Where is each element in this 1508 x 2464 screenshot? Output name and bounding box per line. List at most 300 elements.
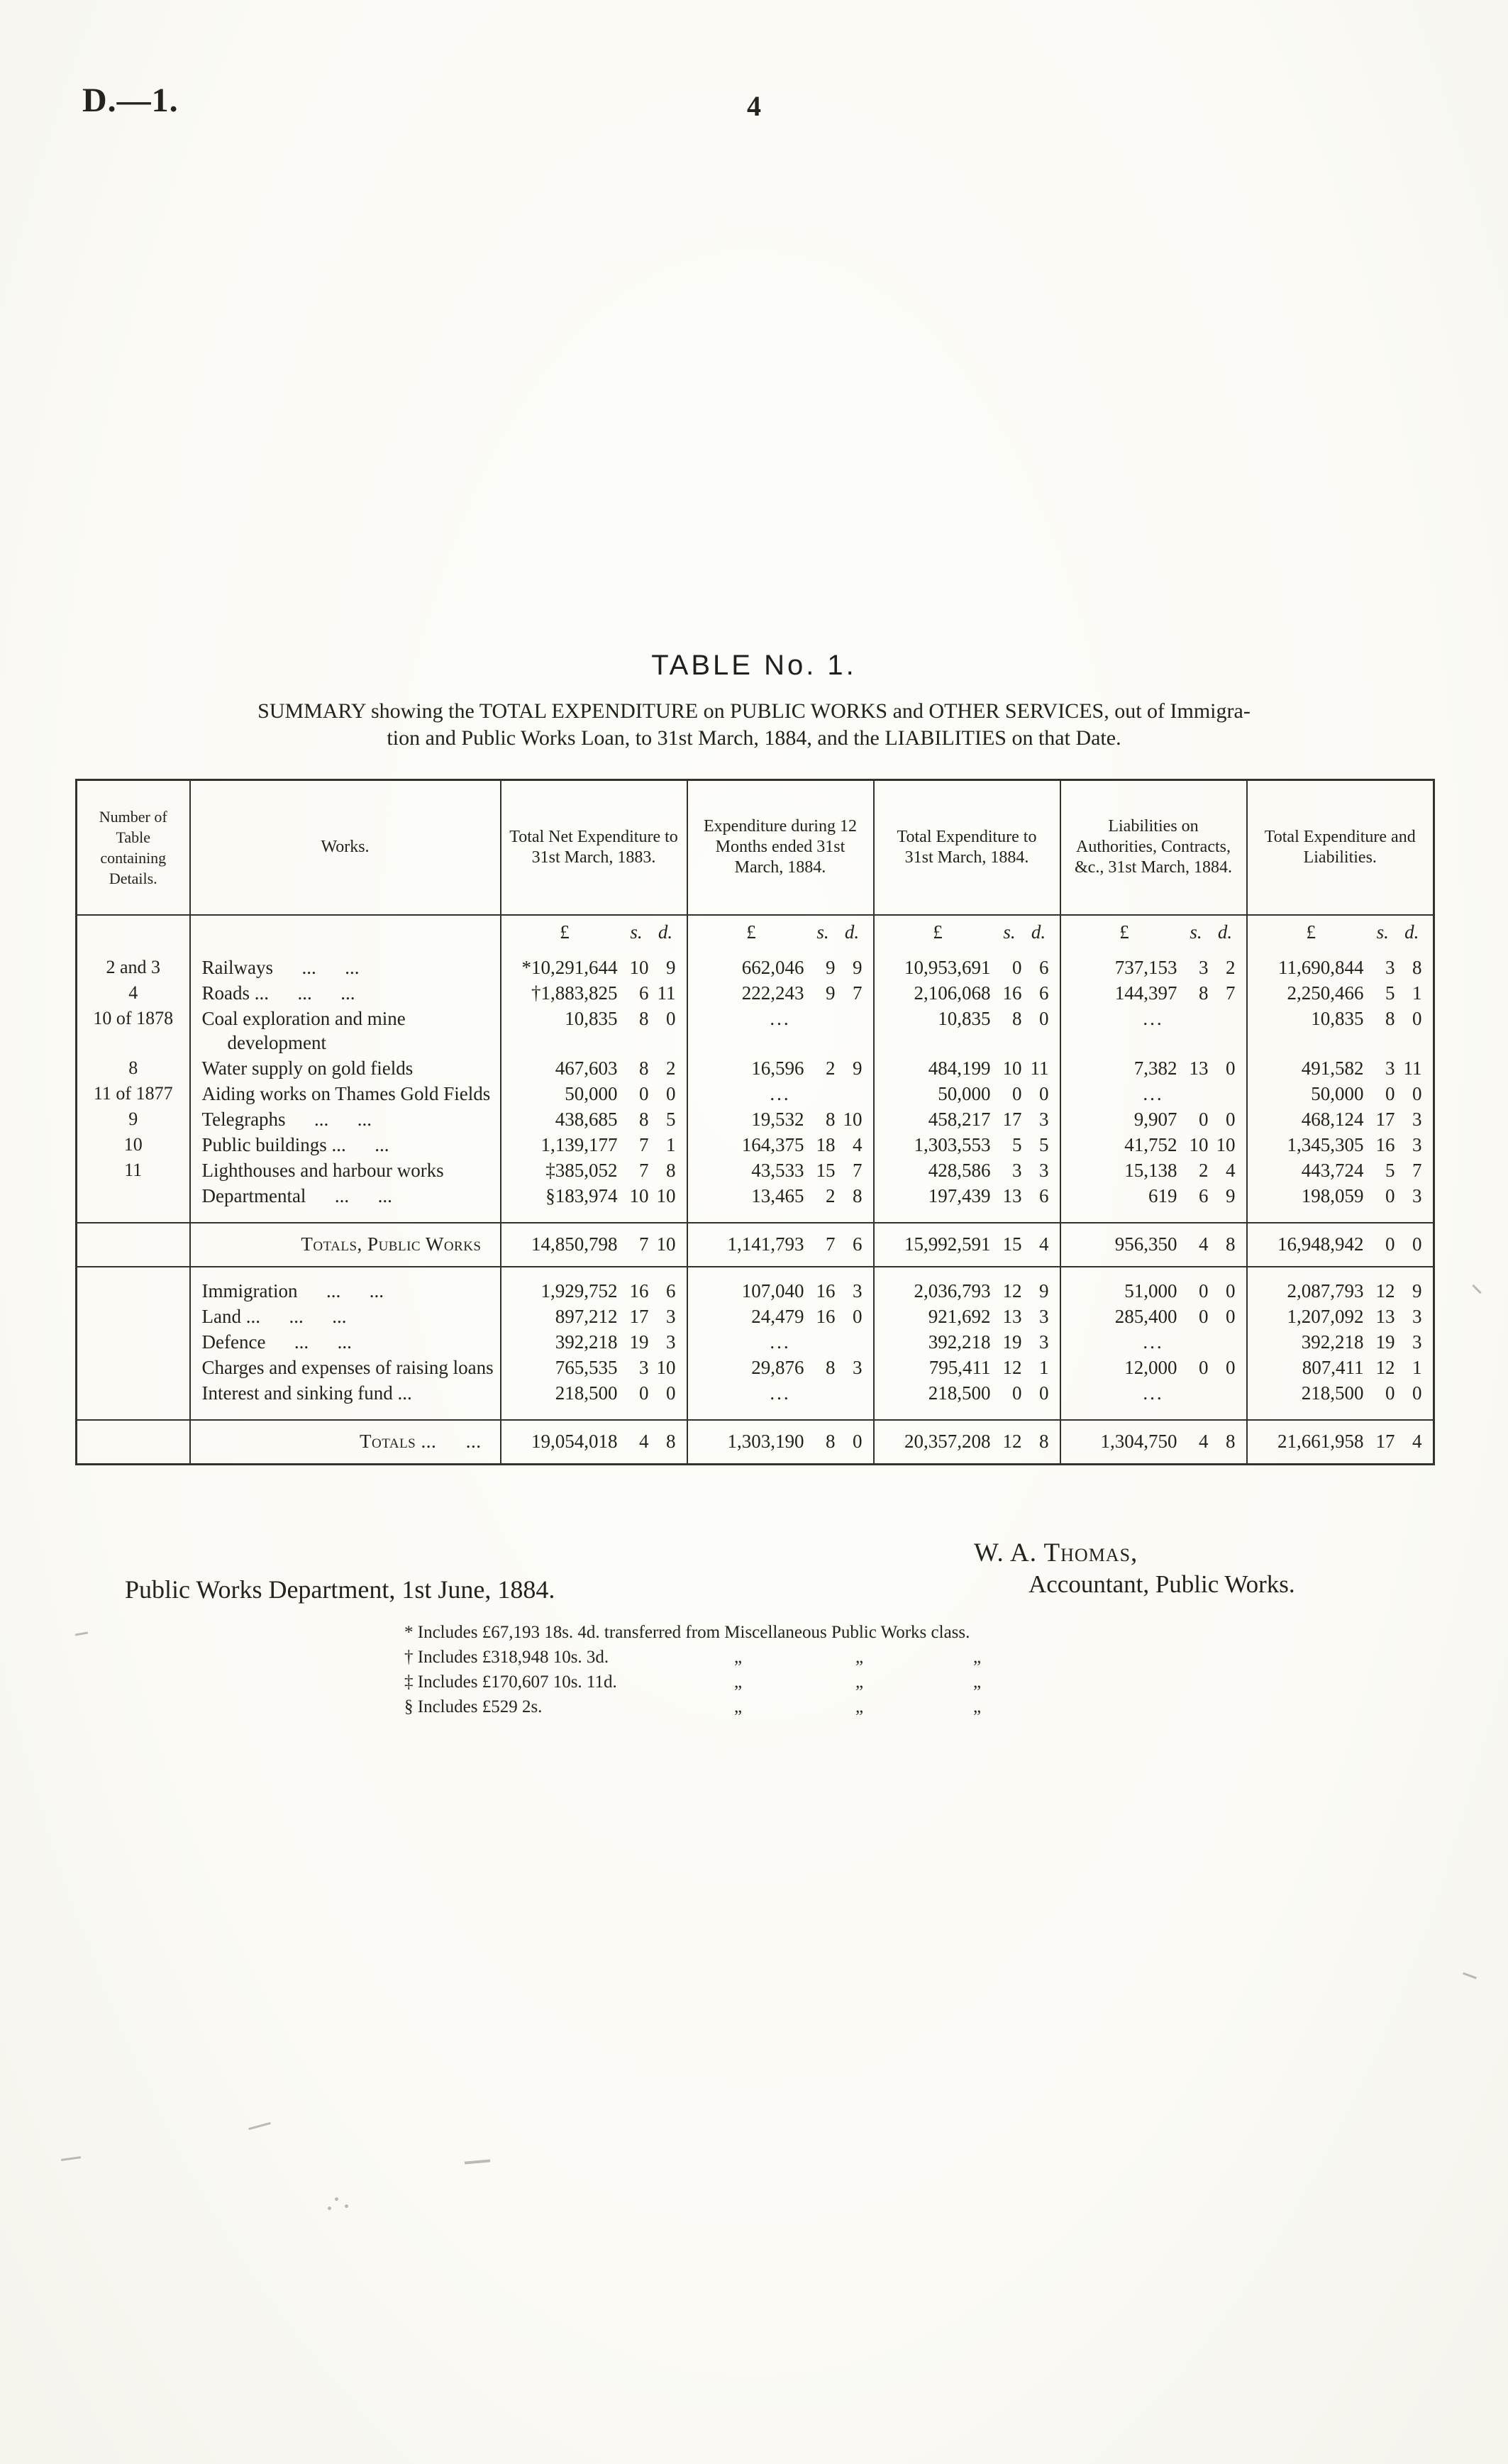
pounds-value: 1,303,553	[914, 1133, 991, 1155]
money-cell	[1060, 1006, 1247, 1055]
ellipsis-value: ...	[770, 1007, 791, 1029]
money-cell	[1247, 1355, 1434, 1380]
pounds-value: 2,106,068	[914, 982, 991, 1004]
pence-value: 10	[656, 1356, 676, 1378]
scan-artifact	[335, 2197, 338, 2201]
money-cell	[501, 980, 687, 1006]
pounds-value: 198,059	[1301, 1184, 1364, 1206]
shillings-value: 8	[826, 1356, 836, 1378]
pounds-value: 1,141,793	[727, 1233, 804, 1255]
money-cell	[1247, 980, 1434, 1006]
footnote-line	[404, 1697, 1397, 1722]
works-name	[190, 1158, 501, 1183]
pence-value: 6	[853, 1233, 863, 1255]
works-text: Immigration ... ...	[201, 1280, 384, 1302]
pounds-value: 484,199	[928, 1057, 991, 1079]
works-text: Telegraphs ... ...	[201, 1108, 372, 1130]
table-row	[77, 1329, 1434, 1355]
shillings-label: s.	[1190, 921, 1202, 943]
pence-value: 7	[1226, 982, 1236, 1004]
money-cell	[1060, 1132, 1247, 1158]
money-cell	[874, 1158, 1060, 1183]
money-cell	[1060, 1106, 1247, 1132]
pence-value: 3	[853, 1356, 863, 1378]
pence-label: d.	[1404, 921, 1419, 943]
works-name	[190, 1267, 501, 1304]
pounds-value: 468,124	[1301, 1108, 1364, 1130]
row-table-number: 11	[77, 1158, 190, 1183]
table-row	[77, 1304, 1434, 1329]
pounds-value: ‡385,052	[545, 1159, 618, 1181]
empty-cell	[77, 915, 190, 955]
shillings-value: 3	[1385, 956, 1395, 978]
money-cell	[687, 1267, 874, 1304]
money-cell	[1247, 1329, 1434, 1355]
works-name	[190, 980, 501, 1006]
shillings-value: 7	[639, 1133, 649, 1155]
money-cell	[687, 955, 874, 980]
pence-value: 3	[666, 1331, 676, 1353]
money-cell	[1060, 955, 1247, 980]
money-cell	[874, 1355, 1060, 1380]
ditto-mark: „	[973, 1648, 982, 1667]
pence-value: 10	[1216, 1133, 1236, 1155]
scan-artifact	[248, 2122, 271, 2130]
money-cell	[874, 1183, 1060, 1223]
shillings-value: 17	[1375, 1430, 1395, 1452]
pence-value: 6	[1039, 956, 1049, 978]
pounds-value: 50,000	[1311, 1082, 1364, 1104]
pounds-value: 619	[1148, 1184, 1177, 1206]
shillings-value: 12	[1002, 1280, 1022, 1302]
ellipsis-value: ...	[770, 1082, 791, 1104]
works-text: Land ... ... ...	[201, 1305, 347, 1327]
shillings-value: 19	[1375, 1331, 1395, 1353]
shillings-value: 5	[1385, 982, 1395, 1004]
pence-value: 0	[1226, 1108, 1236, 1130]
pence-value: 0	[1412, 1233, 1422, 1255]
table-row	[77, 1183, 1434, 1223]
money-cell	[1247, 1158, 1434, 1183]
shillings-value: 10	[1002, 1057, 1022, 1079]
pound-sign: £	[746, 921, 756, 943]
pounds-value: 10,835	[565, 1007, 618, 1029]
pence-value: 3	[853, 1280, 863, 1302]
pence-value: 11	[1030, 1057, 1049, 1079]
row-table-number	[77, 1223, 190, 1267]
pounds-value: 50,000	[938, 1082, 991, 1104]
pounds-value: 11,690,844	[1278, 956, 1364, 978]
pence-value: 8	[853, 1184, 863, 1206]
pence-value: 11	[657, 982, 676, 1004]
ellipsis-value: ...	[1143, 1007, 1164, 1029]
signature-name: W. A. Thomas,	[974, 1538, 1138, 1567]
money-cell	[874, 1006, 1060, 1055]
shillings-value: 8	[1385, 1007, 1395, 1029]
shillings-value: 8	[1012, 1007, 1022, 1029]
pounds-value: 2,036,793	[914, 1280, 991, 1302]
money-cell	[1060, 1081, 1247, 1106]
pounds-value: 438,685	[555, 1108, 618, 1130]
pence-value: 0	[1039, 1382, 1049, 1404]
pounds-value: 392,218	[555, 1331, 618, 1353]
shillings-value: 3	[1385, 1057, 1395, 1079]
shillings-value: 16	[816, 1280, 836, 1302]
pounds-value: 16,948,942	[1277, 1233, 1364, 1255]
shillings-value: 16	[1375, 1133, 1395, 1155]
pounds-value: 218,500	[1301, 1382, 1364, 1404]
shillings-value: 0	[1199, 1108, 1209, 1130]
money-cell	[874, 1106, 1060, 1132]
pounds-value: 467,603	[555, 1057, 618, 1079]
pence-value: 8	[666, 1159, 676, 1181]
pence-value: 8	[1412, 956, 1422, 978]
pence-value: 9	[666, 956, 676, 978]
money-cell	[687, 1132, 874, 1158]
money-cell	[501, 1006, 687, 1055]
pounds-value: 443,724	[1301, 1159, 1364, 1181]
shillings-value: 3	[1012, 1159, 1022, 1181]
pounds-value: 737,153	[1114, 956, 1177, 978]
shillings-value: 12	[1375, 1280, 1395, 1302]
pounds-value: 222,243	[741, 982, 804, 1004]
pounds-value: 197,439	[928, 1184, 991, 1206]
pounds-value: 897,212	[555, 1305, 618, 1327]
pounds-value: 164,375	[741, 1133, 804, 1155]
money-cell	[1247, 1132, 1434, 1158]
row-table-number	[77, 1355, 190, 1380]
money-cell	[1247, 1081, 1434, 1106]
pounds-value: 1,139,177	[540, 1133, 618, 1155]
pence-value: 0	[1412, 1382, 1422, 1404]
money-cell	[874, 1267, 1060, 1304]
works-name	[190, 1055, 501, 1081]
footnote-text: § Includes £529 2s.	[404, 1697, 543, 1716]
table-row	[77, 955, 1434, 980]
pounds-value: 20,357,208	[904, 1430, 991, 1452]
pounds-value: †1,883,825	[531, 982, 618, 1004]
shillings-value: 7	[639, 1233, 649, 1255]
header-expenditure-12-months: Expenditure during 12 Months ended 31st March, 1884.	[687, 780, 874, 915]
money-cell	[687, 1106, 874, 1132]
shillings-value: 8	[1199, 982, 1209, 1004]
pence-value: 5	[666, 1108, 676, 1130]
header-works-col: Works.	[190, 780, 501, 915]
pence-value: 1	[1412, 982, 1422, 1004]
ditto-mark: „	[973, 1672, 982, 1692]
shillings-value: 8	[639, 1108, 649, 1130]
table-row	[77, 1055, 1434, 1081]
shillings-label: s.	[1003, 921, 1016, 943]
works-text: Totals, Public Works	[301, 1233, 482, 1255]
row-table-number: 11 of 1877	[77, 1081, 190, 1106]
pence-value: 0	[666, 1382, 676, 1404]
pound-sign: £	[933, 921, 943, 943]
money-cell	[501, 1223, 687, 1267]
pounds-value: 13,465	[751, 1184, 804, 1206]
pence-value: 6	[1039, 1184, 1049, 1206]
money-cell	[687, 1355, 874, 1380]
table-title: TABLE No. 1.	[651, 650, 857, 681]
money-cell	[501, 1304, 687, 1329]
pence-value: 7	[1412, 1159, 1422, 1181]
money-cell	[687, 1329, 874, 1355]
works-name	[190, 1183, 501, 1223]
footnote-line	[404, 1672, 1397, 1697]
pence-value: 10	[656, 1233, 676, 1255]
money-cell	[501, 1380, 687, 1420]
pounds-value: 921,692	[928, 1305, 991, 1327]
shillings-value: 4	[1199, 1233, 1209, 1255]
shillings-value: 0	[1012, 1382, 1022, 1404]
pounds-value: 1,207,092	[1287, 1305, 1364, 1327]
currency-header-cell	[501, 915, 687, 955]
money-cell	[1247, 1267, 1434, 1304]
scan-artifact	[61, 2156, 81, 2161]
pounds-value: 7,382	[1133, 1057, 1177, 1079]
shillings-value: 10	[1189, 1133, 1209, 1155]
shillings-value: 19	[1002, 1331, 1022, 1353]
table-row	[77, 1380, 1434, 1420]
shillings-value: 17	[1002, 1108, 1022, 1130]
pounds-value: 956,350	[1114, 1233, 1177, 1255]
shillings-value: 0	[1385, 1382, 1395, 1404]
row-table-number: 10	[77, 1132, 190, 1158]
shillings-value: 6	[1199, 1184, 1209, 1206]
table-row	[77, 1006, 1434, 1055]
works-name	[190, 1304, 501, 1329]
row-table-number	[77, 1267, 190, 1304]
pounds-value: 218,500	[555, 1382, 618, 1404]
pence-value: 0	[666, 1082, 676, 1104]
shillings-value: 13	[1189, 1057, 1209, 1079]
money-cell	[501, 1132, 687, 1158]
subtitle-line-1: SUMMARY showing the TOTAL EXPENDITURE on PUBLIC WORKS and OTHER SERVICES, out of Immigra-	[257, 699, 1251, 723]
money-cell	[1247, 1006, 1434, 1055]
pence-value: 0	[1039, 1007, 1049, 1029]
pounds-value: 24,479	[751, 1305, 804, 1327]
shillings-value: 4	[639, 1430, 649, 1452]
works-name	[190, 1132, 501, 1158]
scan-artifact	[1472, 1284, 1481, 1294]
shillings-value: 2	[826, 1057, 836, 1079]
works-text: Lighthouses and harbour works	[201, 1159, 444, 1181]
money-cell	[1060, 1183, 1247, 1223]
pounds-value: 218,500	[928, 1382, 991, 1404]
shillings-value: 0	[639, 1082, 649, 1104]
ellipsis-value: ...	[1143, 1331, 1164, 1353]
money-cell	[1060, 980, 1247, 1006]
scan-artifact	[465, 2159, 490, 2164]
money-cell	[1060, 1355, 1247, 1380]
money-cell	[1247, 1055, 1434, 1081]
money-cell	[687, 1223, 874, 1267]
shillings-value: 15	[816, 1159, 836, 1181]
pounds-value: 662,046	[741, 956, 804, 978]
shillings-value: 16	[1002, 982, 1022, 1004]
pence-value: 8	[1039, 1430, 1049, 1452]
table-row	[77, 980, 1434, 1006]
footnote-text: ‡ Includes £170,607 10s. 11d.	[404, 1672, 617, 1692]
pence-value: 3	[1039, 1305, 1049, 1327]
shillings-value: 12	[1002, 1430, 1022, 1452]
empty-cell	[190, 915, 501, 955]
shillings-value: 0	[1199, 1280, 1209, 1302]
pence-value: 5	[1039, 1133, 1049, 1155]
pounds-value: 428,586	[928, 1159, 991, 1181]
pounds-value: 107,040	[741, 1280, 804, 1302]
works-text: Totals ... ...	[360, 1430, 482, 1452]
pence-value: 1	[666, 1133, 676, 1155]
shillings-value: 0	[1012, 956, 1022, 978]
shillings-value: 18	[816, 1133, 836, 1155]
pounds-value: 392,218	[928, 1331, 991, 1353]
money-cell	[687, 1158, 874, 1183]
page-number: 4	[747, 90, 761, 122]
table-row	[77, 1106, 1434, 1132]
pounds-value: 9,907	[1133, 1108, 1177, 1130]
money-cell	[501, 955, 687, 980]
totals-public-works-row	[77, 1223, 1434, 1267]
pounds-value: 795,411	[928, 1356, 991, 1378]
header-net-expenditure-1883: Total Net Expenditure to 31st March, 1883.	[501, 780, 687, 915]
money-cell	[1060, 1380, 1247, 1420]
pence-value: 4	[1412, 1430, 1422, 1452]
money-cell	[1247, 1223, 1434, 1267]
ditto-mark: „	[734, 1672, 743, 1692]
shillings-value: 0	[1385, 1233, 1395, 1255]
money-cell	[501, 1081, 687, 1106]
shillings-label: s.	[816, 921, 829, 943]
works-name	[190, 1006, 501, 1055]
pounds-value: 807,411	[1302, 1356, 1364, 1378]
shillings-value: 13	[1002, 1184, 1022, 1206]
works-text: Aiding works on Thames Gold Fields	[201, 1082, 491, 1104]
pounds-value: 10,835	[938, 1007, 991, 1029]
pound-sign: £	[1306, 921, 1316, 943]
money-cell	[687, 1380, 874, 1420]
pence-value: 8	[1226, 1430, 1236, 1452]
shillings-value: 0	[639, 1382, 649, 1404]
table-row	[77, 1267, 1434, 1304]
pence-value: 7	[853, 982, 863, 1004]
row-table-number	[77, 1420, 190, 1465]
shillings-value: 3	[639, 1356, 649, 1378]
shillings-value: 5	[1385, 1159, 1395, 1181]
footnote-line	[404, 1648, 1397, 1672]
shillings-value: 10	[629, 956, 649, 978]
shillings-label: s.	[630, 921, 643, 943]
subtitle-line-2: tion and Public Works Loan, to 31st March, 1884, and the LIABILITIES on that Date.	[387, 726, 1121, 750]
pence-value: 6	[666, 1280, 676, 1302]
ellipsis-value: ...	[1143, 1382, 1164, 1404]
money-cell	[501, 1267, 687, 1304]
money-cell	[874, 1329, 1060, 1355]
pounds-value: 1,929,752	[540, 1280, 618, 1302]
money-cell	[874, 1081, 1060, 1106]
pound-sign: £	[560, 921, 570, 943]
money-cell	[1060, 1420, 1247, 1465]
pence-label: d.	[658, 921, 673, 943]
shillings-value: 8	[639, 1007, 649, 1029]
shillings-value: 19	[629, 1331, 649, 1353]
shillings-value: 8	[826, 1108, 836, 1130]
row-table-number	[77, 1329, 190, 1355]
works-text: Charges and expenses of raising loans	[201, 1356, 494, 1378]
money-cell	[874, 980, 1060, 1006]
money-cell	[1247, 1420, 1434, 1465]
row-table-number: 9	[77, 1106, 190, 1132]
pounds-value: 392,218	[1301, 1331, 1364, 1353]
money-cell	[687, 1304, 874, 1329]
pounds-value: 1,303,190	[727, 1430, 804, 1452]
currency-header-cell	[874, 915, 1060, 955]
pounds-value: 765,535	[555, 1356, 618, 1378]
money-cell	[687, 1006, 874, 1055]
pence-value: 3	[1039, 1331, 1049, 1353]
ditto-mark: „	[734, 1697, 743, 1716]
pence-value: 4	[1039, 1233, 1049, 1255]
money-cell	[687, 980, 874, 1006]
shillings-value: 5	[1012, 1133, 1022, 1155]
table-header	[77, 780, 1434, 955]
money-cell	[1247, 1106, 1434, 1132]
pounds-value: 285,400	[1114, 1305, 1177, 1327]
shillings-value: 15	[1002, 1233, 1022, 1255]
expenditure-table	[75, 779, 1435, 1465]
row-table-number: 2 and 3	[77, 955, 190, 980]
scan-artifact	[75, 1631, 88, 1636]
money-cell	[501, 1055, 687, 1081]
pence-value: 3	[1039, 1159, 1049, 1181]
table-subtitle	[113, 698, 1395, 752]
money-cell	[1060, 1223, 1247, 1267]
money-cell	[501, 1329, 687, 1355]
pence-value: 9	[853, 956, 863, 978]
pence-value: 10	[843, 1108, 863, 1130]
pounds-value: 41,752	[1124, 1133, 1177, 1155]
ditto-mark: „	[855, 1697, 864, 1716]
pence-value: 3	[1412, 1331, 1422, 1353]
shillings-value: 9	[826, 956, 836, 978]
pence-value: 3	[1039, 1108, 1049, 1130]
ellipsis-value: ...	[1143, 1082, 1164, 1104]
table-row	[77, 1081, 1434, 1106]
shillings-value: 0	[1385, 1184, 1395, 1206]
pence-value: 0	[1226, 1305, 1236, 1327]
table-row	[77, 1355, 1434, 1380]
works-name	[190, 1355, 501, 1380]
row-table-number	[77, 1380, 190, 1420]
money-cell	[1247, 1183, 1434, 1223]
works-text: Water supply on gold fields	[201, 1057, 414, 1079]
pence-value: 0	[1412, 1007, 1422, 1029]
pence-value: 11	[1403, 1057, 1422, 1079]
shillings-value: 4	[1199, 1430, 1209, 1452]
pence-label: d.	[1031, 921, 1046, 943]
works-text: Coal exploration and mine development	[201, 1007, 406, 1053]
currency-header-cell	[1060, 915, 1247, 955]
footnote-text: † Includes £318,948 10s. 3d.	[404, 1648, 609, 1667]
shillings-value: 10	[629, 1184, 649, 1206]
row-table-number: 4	[77, 980, 190, 1006]
works-text: Interest and sinking fund ...	[201, 1382, 412, 1404]
ditto-mark: „	[855, 1672, 864, 1692]
shillings-value: 17	[629, 1305, 649, 1327]
pence-value: 1	[1412, 1356, 1422, 1378]
footnote-line	[404, 1623, 1397, 1648]
pounds-value: 10,835	[1311, 1007, 1364, 1029]
